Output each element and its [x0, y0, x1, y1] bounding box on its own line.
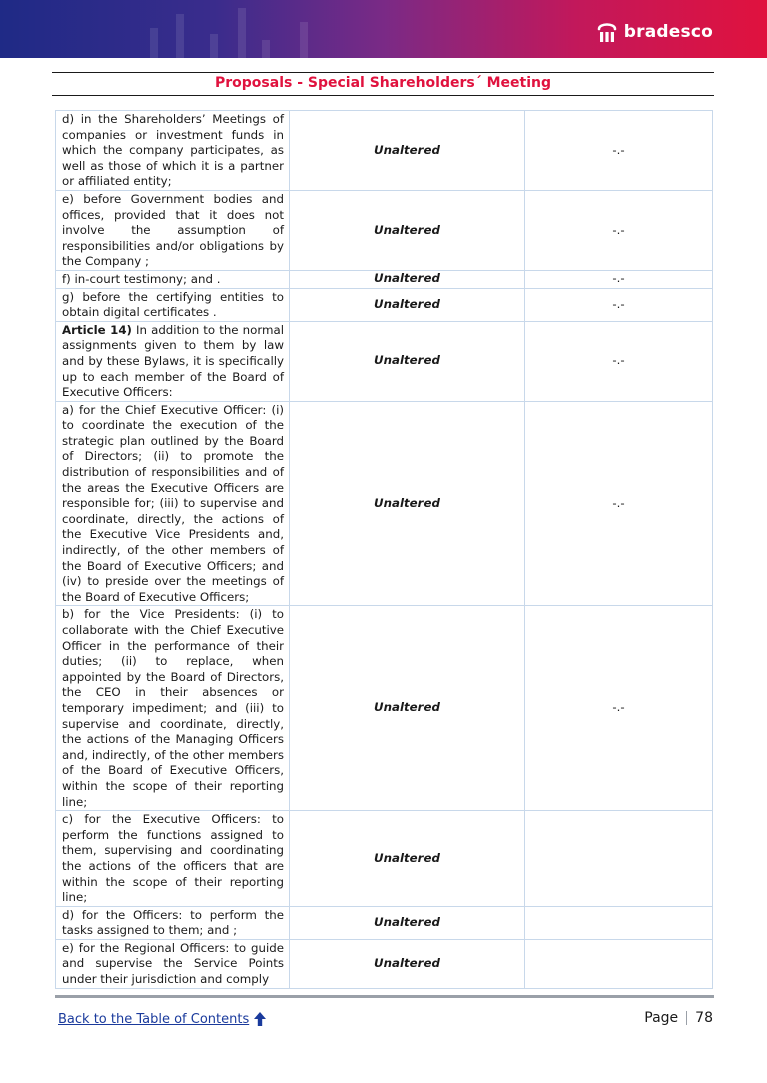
table-row — [56, 190, 713, 270]
note-cell: -.- — [525, 190, 713, 270]
table-row — [56, 401, 713, 606]
row-text: In addition to the normal assignments given to them by law and by these Bylaws, it is specifically up to each member of the Board of Executive Officers: — [62, 322, 284, 400]
divider — [52, 72, 714, 73]
banner-decoration — [176, 14, 184, 58]
status-cell: Unaltered — [290, 288, 525, 321]
page-number — [644, 1010, 713, 1026]
note-cell: -.- — [525, 270, 713, 288]
table-row — [56, 906, 713, 939]
note-cell: -.- — [525, 321, 713, 401]
status-cell: Unaltered — [290, 321, 525, 401]
status-cell: Unaltered — [290, 606, 525, 811]
banner-decoration — [300, 22, 308, 58]
status-cell: Unaltered — [290, 111, 525, 191]
row-text-cell — [56, 321, 290, 401]
bradesco-logo-icon — [596, 20, 618, 44]
row-text: b) for the Vice Presidents: (i) to collaborate with the Chief Executive Officer in the performance of their duties; (ii) to replace, when appointed by the Board of Directors, the CEO in their absences or temporary impediment; and (iii) to supervise and coordinate, directly, the actions of the Managing Officers and, indirectly, of the other members of the Board of Executive Officers, within the scope of their reporting line; — [62, 607, 284, 809]
row-text-cell — [56, 111, 290, 191]
note-cell — [525, 939, 713, 988]
note-cell — [525, 906, 713, 939]
table-row — [56, 270, 713, 288]
back-to-toc-link[interactable] — [58, 1011, 267, 1027]
note-cell: -.- — [525, 401, 713, 606]
row-text: d) in the Shareholders’ Meetings of companies or investment funds in which the company participates, as well as those of which it is a partner or affiliated entity; — [62, 112, 284, 189]
row-text-cell — [56, 939, 290, 988]
row-text: d) for the Officers: to perform the tasks assigned to them; and ; — [62, 907, 284, 938]
row-text: e) before Government bodies and offices, provided that it does not involve the assumption of responsibilities and/or obligations by the Company ; — [62, 191, 284, 269]
brand-name: bradesco — [623, 22, 713, 42]
status-cell: Unaltered — [290, 939, 525, 988]
status-cell: Unaltered — [290, 401, 525, 606]
table-row — [56, 288, 713, 321]
row-text-cell — [56, 270, 290, 288]
page-separator — [686, 1011, 687, 1025]
divider — [52, 95, 714, 96]
row-text-cell — [56, 811, 290, 907]
banner-decoration — [150, 28, 158, 58]
article-heading: Article 14) — [62, 322, 132, 337]
note-cell: -.- — [525, 288, 713, 321]
banner-decoration — [238, 8, 246, 58]
page-number-value: 78 — [695, 1010, 713, 1026]
bradesco-logo — [596, 19, 713, 45]
table-row — [56, 811, 713, 907]
banner-decoration — [262, 40, 270, 58]
header-banner — [0, 0, 767, 58]
row-text-cell — [56, 401, 290, 606]
note-cell: -.- — [525, 111, 713, 191]
arrow-up-icon — [253, 1011, 267, 1027]
row-text-cell — [56, 288, 290, 321]
banner-decoration — [210, 34, 218, 58]
proposals-table — [55, 110, 713, 989]
status-cell: Unaltered — [290, 906, 525, 939]
row-text-cell — [56, 906, 290, 939]
row-text: e) for the Regional Officers: to guide and supervise the Service Points under their jurisdiction and comply — [62, 940, 284, 987]
status-cell: Unaltered — [290, 811, 525, 907]
table-bottom-rule — [55, 995, 714, 998]
row-text: f) in-court testimony; and . — [62, 271, 221, 286]
row-text: a) for the Chief Executive Officer: (i) to coordinate the execution of the strategic plan outlined by the Board of Directors; (ii) to promote the distribution of responsibilities and of the areas the Executive Officers are responsible for; (iii) to supervise and coordinate, directly, the actions of the Executive Vice Presidents and, indirectly, of the other members of the Board of Executive Officers; and (iv) to preside over the meetings of the Board of Executive Officers; — [62, 402, 284, 604]
row-text-cell — [56, 190, 290, 270]
note-cell — [525, 811, 713, 907]
table-row — [56, 321, 713, 401]
table-row — [56, 939, 713, 988]
page-label: Page — [644, 1010, 679, 1026]
note-cell: -.- — [525, 606, 713, 811]
status-cell: Unaltered — [290, 190, 525, 270]
row-text: c) for the Executive Officers: to perform the functions assigned to them, supervising and coordinating the actions of the officers that are within the scope of their reporting line; — [62, 812, 284, 905]
status-cell: Unaltered — [290, 270, 525, 288]
back-to-toc-label: Back to the Table of Contents — [58, 1011, 250, 1027]
row-text: g) before the certifying entities to obtain digital certificates . — [62, 289, 284, 320]
table-row — [56, 606, 713, 811]
table-row — [56, 111, 713, 191]
page-title: Proposals - Special Shareholders´ Meeting — [214, 75, 552, 91]
row-text-cell — [56, 606, 290, 811]
